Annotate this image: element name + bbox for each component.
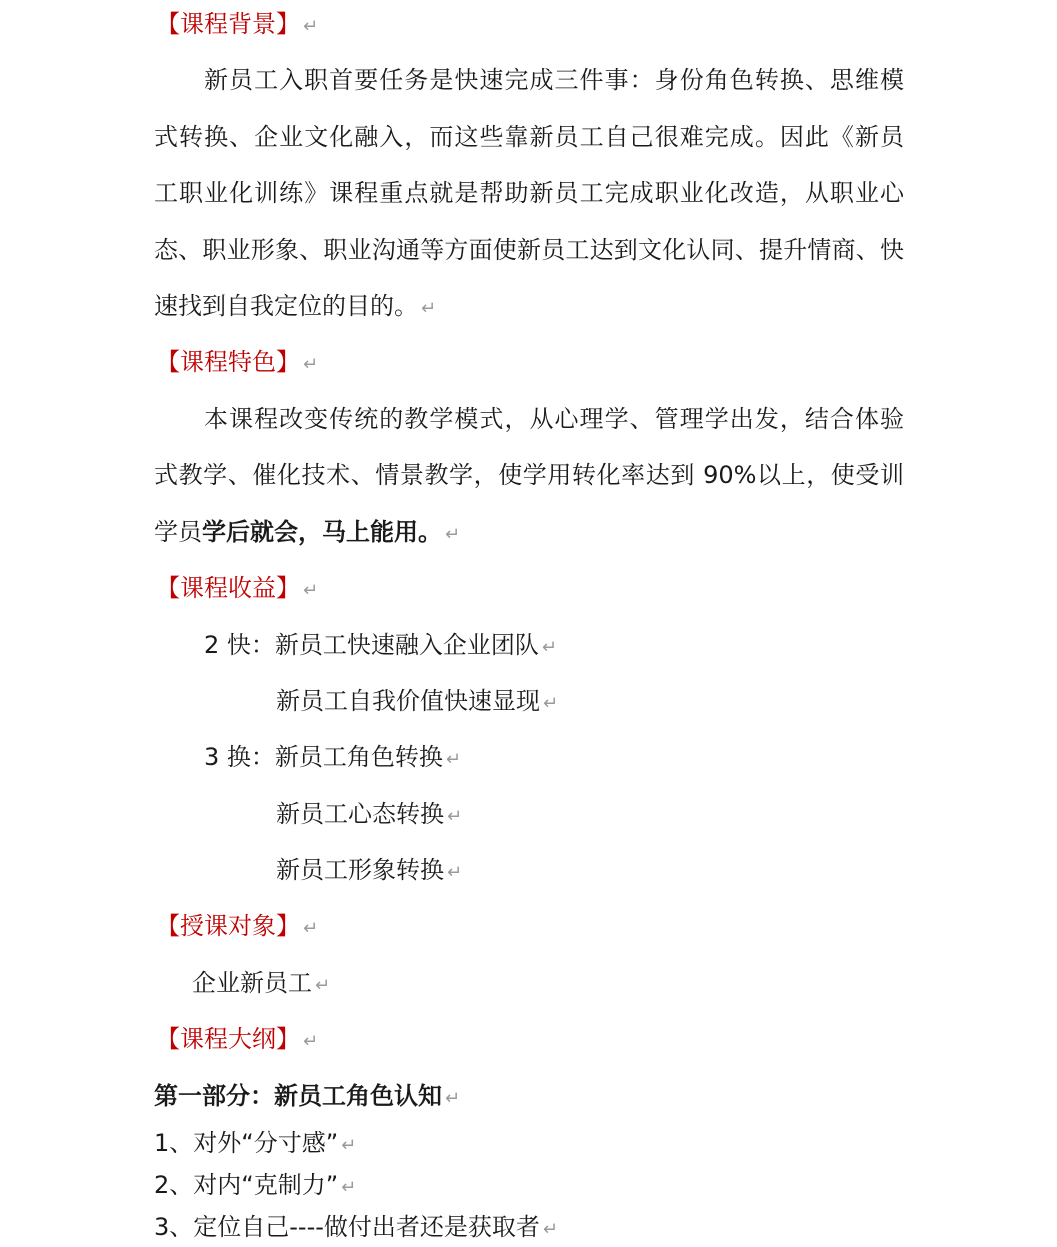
outline-item: 1、对外“分寸感” ↵ xyxy=(154,1129,357,1157)
background-line-3: 工职业化训练》课程重点就是帮助新员工完成职业化改造，从职业心 xyxy=(154,179,904,207)
return-mark-icon: ↵ xyxy=(445,1088,461,1109)
background-line-1: 新员工入职首要任务是快速完成三件事：身份角色转换、思维模 xyxy=(204,66,904,94)
return-mark-icon: ↵ xyxy=(543,693,559,714)
return-mark-icon: ↵ xyxy=(447,806,463,827)
benefit-item: 新员工形象转换 ↵ xyxy=(276,856,463,884)
features-emphasis: 学后就会，马上能用。 xyxy=(202,518,442,546)
section-heading-background: 【课程背景】 ↵ xyxy=(156,10,319,38)
return-mark-icon: ↵ xyxy=(445,524,461,545)
return-mark-icon: ↵ xyxy=(315,975,331,996)
return-mark-icon: ↵ xyxy=(303,580,319,601)
outline-item: 3、定位自己----做付出者还是获取者 ↵ xyxy=(154,1213,559,1241)
benefit-item: 新员工自我价值快速显现 ↵ xyxy=(276,687,559,715)
return-mark-icon: ↵ xyxy=(447,862,463,883)
benefit-item: 新员工心态转换 ↵ xyxy=(276,800,463,828)
return-mark-icon: ↵ xyxy=(341,1135,357,1156)
benefit-item: 2 快：新员工快速融入企业团队 ↵ xyxy=(204,631,557,659)
features-line-2: 式教学、催化技术、情景教学，使学用转化率达到 90%以上，使受训 xyxy=(154,461,904,489)
return-mark-icon: ↵ xyxy=(542,1219,559,1240)
outline-item: 2、对内“克制力” ↵ xyxy=(154,1171,357,1199)
return-mark-icon: ↵ xyxy=(445,749,461,770)
background-line-4: 态、职业形象、职业沟通等方面使新员工达到文化认同、提升情商、快 xyxy=(154,236,904,264)
return-mark-icon: ↵ xyxy=(303,354,319,375)
background-line-2: 式转换、企业文化融入，而这些靠新员工自己很难完成。因此《新员 xyxy=(154,123,904,151)
section-heading-outline: 【课程大纲】 ↵ xyxy=(156,1025,319,1053)
outline-part-title: 第一部分：新员工角色认知 ↵ xyxy=(154,1082,461,1110)
features-line-3: 学员学后就会，马上能用。 ↵ xyxy=(154,518,461,546)
return-mark-icon: ↵ xyxy=(421,298,437,319)
benefit-item: 3 换：新员工角色转换 ↵ xyxy=(204,743,461,771)
section-heading-audience: 【授课对象】 ↵ xyxy=(156,912,319,940)
return-mark-icon: ↵ xyxy=(303,16,319,37)
return-mark-icon: ↵ xyxy=(341,1177,357,1198)
section-heading-features: 【课程特色】 ↵ xyxy=(156,348,319,376)
return-mark-icon: ↵ xyxy=(303,918,319,939)
features-line-1: 本课程改变传统的教学模式，从心理学、管理学出发，结合体验 xyxy=(204,405,904,433)
section-heading-benefits: 【课程收益】 ↵ xyxy=(156,574,319,602)
return-mark-icon: ↵ xyxy=(541,637,557,658)
background-line-5: 速找到自我定位的目的。 ↵ xyxy=(154,292,437,320)
return-mark-icon: ↵ xyxy=(303,1031,319,1052)
audience-text: 企业新员工 ↵ xyxy=(192,969,331,997)
